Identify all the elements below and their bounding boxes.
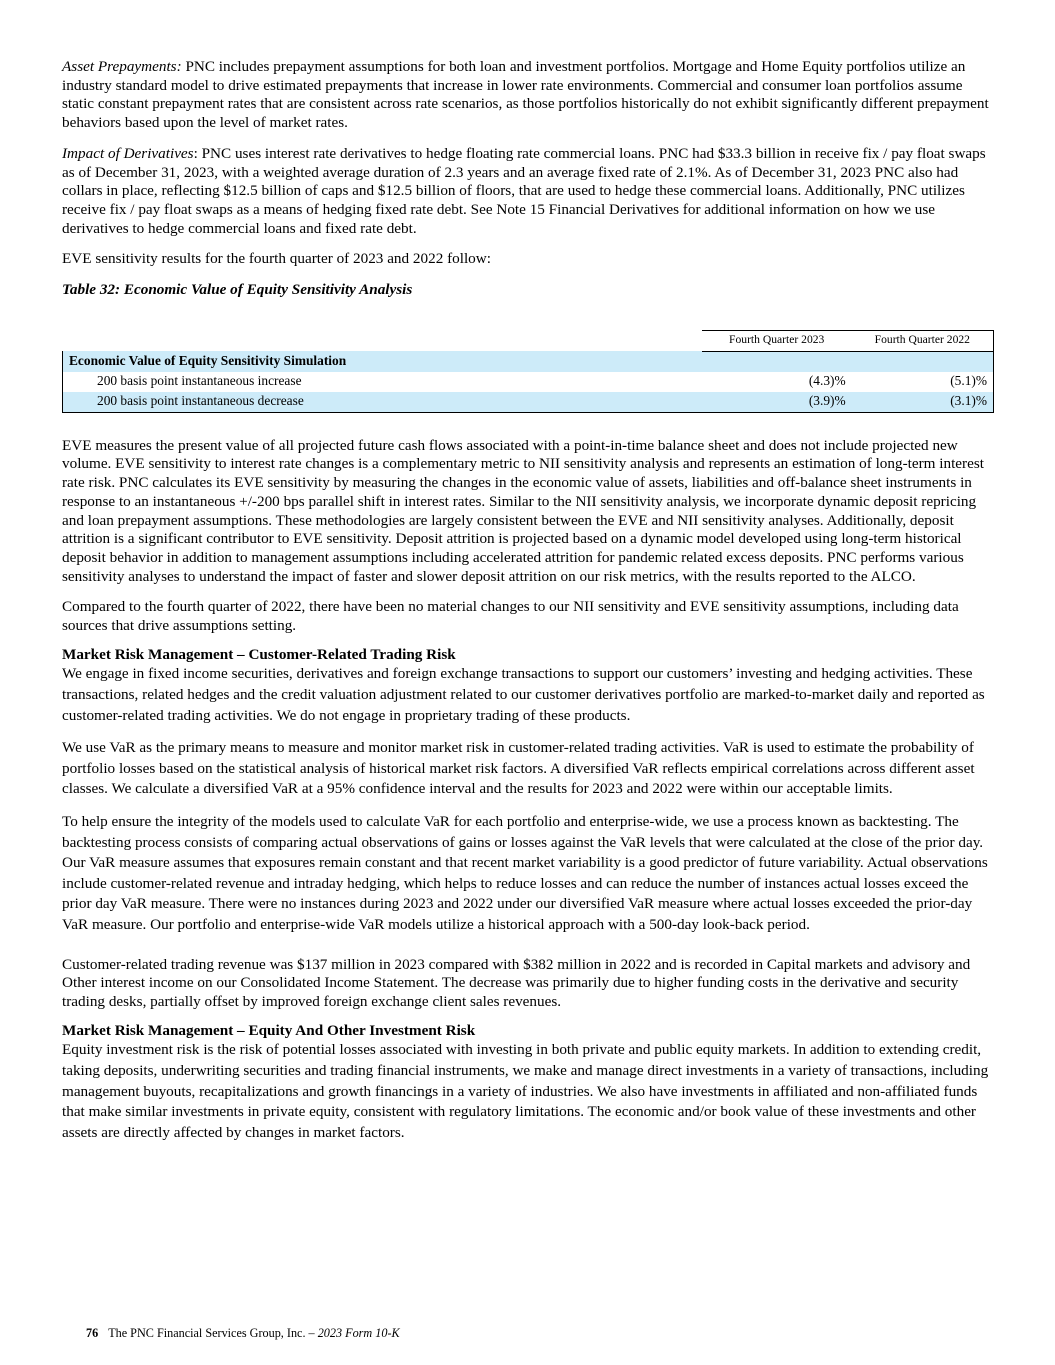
value-q4-2022: (5.1)%: [852, 372, 994, 392]
table-row: [63, 392, 994, 413]
paragraph-trading-4: Customer-related trading revenue was $137 million in 2023 compared with $382 million in 2022 and is recorded in Capital markets and advisory and Other interest income on our Consolidated Income Statement. The decrease was primarily due to higher funding costs in the derivative and security trading desks, partially offset by improved foreign exchange client sales revenues.: [62, 955, 971, 1010]
row-label: 200 basis point instantaneous decrease: [63, 392, 702, 413]
page-number: 76: [86, 1326, 99, 1340]
value-q4-2023: (4.3)%: [808, 373, 846, 389]
value-q4-2022: (3.1)%: [852, 392, 994, 413]
paragraph-asset-prepayments: [62, 58, 994, 133]
paragraph-trading-2: We use VaR as the primary means to measure and monitor market risk in customer-related trading activities. VaR is used to estimate the probability of portfolio losses based on the statistical analysis of historical market risk factors. A diversified VaR reflects empirical correlations across different asset classes. We calculate a diversified VaR at a 95% confidence interval and the results for 2023 and 2022 were within our acceptable limits.: [62, 739, 975, 798]
paragraph-trading-1: We engage in fixed income securities, derivatives and foreign exchange transactions to support our customers’ investing and hedging activities. These transactions, related hedges and the credit valuation adjustment related to our customer derivatives portfolio are marked-to-market daily and reported as customer-related trading activities. We do not engage in proprietary trading of these products.: [62, 665, 985, 724]
paragraph-eve-measures: EVE measures the present value of all projected future cash flows associated with a point-in-time balance sheet and does not include projected new volume. EVE sensitivity to interest rate changes is a complementary metric to NII sensitivity analysis and represents an estimation of long-term interest rate risk. PNC calculates its EVE sensitivity by measuring the changes in the economic value of assets, liabilities and off-balance sheet instruments in response to an instantaneous +/-200 bps parallel shift in interest rates. Similar to the NII sensitivity analysis, we incorporate dynamic deposit repricing and loan prepayment assumptions. These methodologies are largely consistent between the EVE and NII sensitivity analyses. Additionally, deposit attrition is a significant contributor to EVE sensitivity. Deposit attrition is projected based on a dynamic model developed using long-term historical deposit behavior in addition to management assumptions including accelerated attrition for pandemic related excess deposits. PNC performs various sensitivity analyses to understand the impact of faster and slower deposit attrition on our risk metrics, with the results reported to the ALCO.: [62, 436, 984, 585]
page-body: [62, 58, 994, 1155]
impact-of-derivatives-label: Impact of Derivatives: [62, 144, 194, 162]
paragraph-eve-intro: EVE sensitivity results for the fourth quarter of 2023 and 2022 follow:: [62, 250, 491, 268]
section-label: Economic Value of Equity Sensitivity Simulation: [63, 351, 994, 372]
footer-form: 2023 Form 10-K: [317, 1326, 400, 1340]
paragraph-equity: Equity investment risk is the risk of potential losses associated with investing in both private and public equity markets. In addition to extending credit, taking deposits, underwriting securities and trading financial instruments, we make and manage direct investments in a variety of transactions, including management buyouts, recapitalizations and growth financings in a variety of industries. We also have investments in affiliated and non-affiliated funds that make similar investments in private equity, consistent with regulatory limitations. The economic and/or book value of these investments and other assets are directly affected by changes in market factors.: [62, 1041, 989, 1141]
asset-prepayments-text: PNC includes prepayment assumptions for both loan and investment portfolios. Mortgage and Home Equity portfolios utilize an industry standard model to drive estimated prepayments that increase in lower rate environments. Commercial and consumer loan portfolios assume static constant prepayment rates that are consistent across rate scenarios, as those portfolios historically do not exhibit significantly different prepayment behaviors based upon the level of market rates.: [62, 58, 989, 132]
eve-sensitivity-table: [62, 330, 994, 413]
paragraph-trading-3: To help ensure the integrity of the models used to calculate VaR for each portfolio and enterprise-wide, we use a process known as backtesting. The backtesting process consists of comparing actual observations of gains or losses against the VaR levels that were calculated at the close of the prior day. Our VaR measure assumes that exposures remain constant and that recent market variability is a good predictor of future variability. Actual observations include customer-related revenue and intraday hedging, which helps to reduce losses and can reduce the number of instances actual losses exceed the prior day VaR measure. There were no instances during 2023 and 2022 under our diversified VaR measure where actual losses exceeded the prior-day VaR measure. Our portfolio and enterprise-wide VaR models utilize a historical approach with a 500-day look-back period.: [62, 813, 988, 933]
page-footer: [86, 1326, 400, 1341]
table-section-row: [63, 351, 994, 372]
impact-of-derivatives-text: : PNC uses interest rate derivatives to hedge floating rate commercial loans. PNC had $33.3 billion in receive fix / pay float swaps as of December 31, 2023, with a weighted average duration of 2.3 years and an average fixed rate of 2.1%. As of December 31, 2023 PNC also had collars in place, reflecting $12.5 billion of caps and $12.5 billion of floors, that are used to hedge these commercial loans. Additionally, PNC utilizes receive fix / pay float swaps as a means of hedging fixed rate debt. See Note 15 Financial Derivatives for additional information on how we use derivatives to hedge commercial loans and fixed rate debt.: [62, 144, 986, 237]
table-title: Table 32: Economic Value of Equity Sensitivity Analysis: [62, 281, 413, 299]
table-row: [63, 372, 994, 392]
heading-equity-investment-risk: Market Risk Management – Equity And Other Investment Risk: [62, 1021, 476, 1039]
table-header-row: [63, 330, 994, 351]
column-header-q4-2023: Fourth Quarter 2023: [702, 330, 852, 351]
header-spacer: [63, 330, 702, 351]
heading-customer-trading-risk: Market Risk Management – Customer-Related Trading Risk: [62, 645, 456, 663]
footer-company: The PNC Financial Services Group, Inc. –: [108, 1326, 318, 1340]
column-header-q4-2022: Fourth Quarter 2022: [852, 330, 994, 351]
asset-prepayments-label: Asset Prepayments:: [62, 58, 182, 75]
paragraph-impact-of-derivatives: [62, 145, 994, 239]
row-label: 200 basis point instantaneous increase: [63, 372, 702, 392]
paragraph-compared: Compared to the fourth quarter of 2022, there have been no material changes to our NII sensitivity and EVE sensitivity assumptions, including data sources that drive assumptions setting.: [62, 598, 959, 635]
value-q4-2023: (3.9)%: [702, 392, 852, 413]
